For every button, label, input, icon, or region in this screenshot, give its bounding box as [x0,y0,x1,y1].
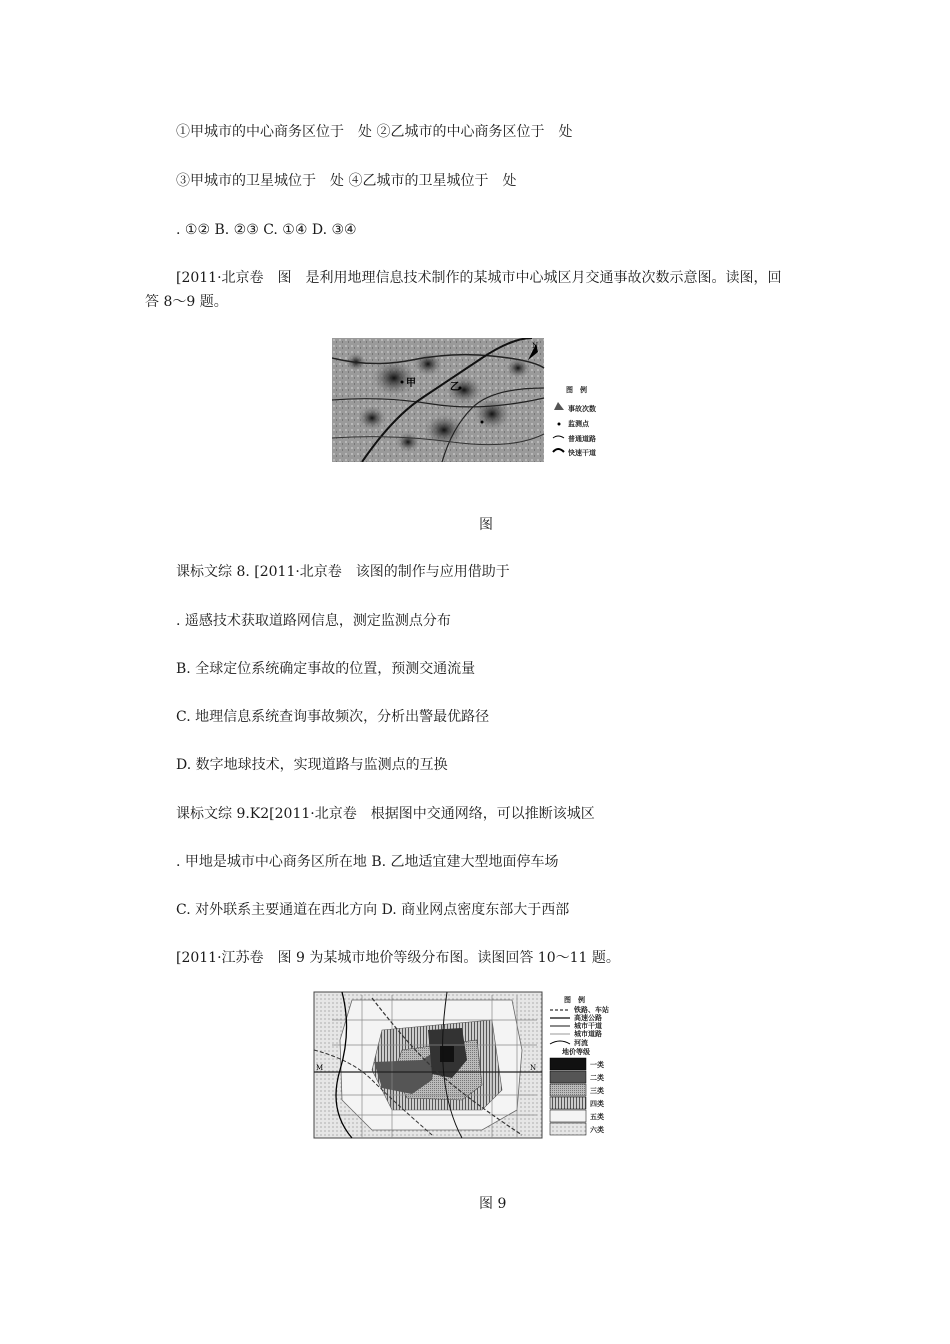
question-8-option-d: D. 数字地球技术，实现道路与监测点的互换 [176,757,448,773]
question-8: 课标文综 8. [2011·北京卷 该图的制作与应用借助于 [176,564,510,580]
question-8-option-c: C. 地理信息系统查询事故频次，分析出警最优路径 [176,709,490,725]
grade-1-swatch [550,1058,586,1070]
land-grade-subtitle: 地价等级 [562,1048,590,1056]
label-n: N [530,1064,537,1072]
svg-text:一类: 一类 [590,1061,604,1069]
question-intro-1: [2011·北京卷 图 是利用地理信息技术制作的某城市中心城区月交通事故次数示意图。读图，回 [176,270,782,286]
city-map [314,992,542,1138]
svg-text:三类: 三类 [590,1087,604,1095]
grade-2-swatch [550,1071,586,1083]
map-terrain [332,338,544,462]
svg-text:快速干道: 快速干道 [568,449,596,457]
figure-caption-9: 图 9 [479,1196,507,1212]
svg-text:五类: 五类 [590,1113,604,1121]
option-line-2: ③甲城市的卫星城位于 处 ④乙城市的卫星城位于 处 [176,173,517,189]
svg-text:事故次数: 事故次数 [568,405,596,413]
figure-caption-1: 图 [479,517,493,533]
svg-text:六类: 六类 [590,1126,604,1134]
svg-text:普通道路: 普通道路 [568,435,596,443]
accident-count-icon [554,402,564,410]
fig1-legend [553,385,596,457]
svg-text:铁路、车站: 铁路、车站 [574,1006,609,1014]
grade-4-swatch [550,1097,586,1109]
question-intro-1-cont: 答 8～9 题。 [145,294,228,310]
river-icon [550,1041,570,1044]
label-yi: 乙 [450,382,460,393]
question-9: 课标文综 9.K2[2011·北京卷 根据图中交通网络，可以推断该城区 [176,806,595,822]
svg-text:城市干道: 城市干道 [574,1022,602,1030]
grade-3-swatch [550,1084,586,1096]
land-price-map-figure [312,990,622,1140]
svg-text:四类: 四类 [590,1100,604,1108]
fig2-legend [550,995,609,1135]
label-jia: 甲 [406,378,416,389]
answer-choices: . ①② B. ②③ C. ①④ D. ③④ [176,222,357,238]
fig2-legend-title: 图 例 [564,996,585,1004]
expressway-icon [553,449,564,452]
question-9-options-cd: C. 对外联系主要通道在西北方向 D. 商业网点密度东部大于西部 [176,902,570,918]
svg-text:城市道路: 城市道路 [574,1030,602,1038]
svg-text:监测点: 监测点 [568,420,589,428]
road-icon [553,436,564,438]
question-8-option-a: . 遥感技术获取道路网信息，测定监测点分布 [176,613,451,629]
svg-text:河流: 河流 [574,1039,588,1047]
accident-map-figure [332,338,616,462]
svg-text:N: N [532,342,539,350]
question-9-options-ab: . 甲地是城市中心商务区所在地 B. 乙地适宜建大型地面停车场 [176,854,559,870]
grade-6-swatch [550,1123,586,1135]
option-line-1: ①甲城市的中心商务区位于 处 ②乙城市的中心商务区位于 处 [176,124,573,140]
label-m: M [316,1064,324,1072]
question-10-intro: [2011·江苏卷 图 9 为某城市地价等级分布图。读图回答 10～11 题。 [176,950,620,966]
svg-text:高速公路: 高速公路 [574,1014,602,1022]
grade-5-swatch [550,1110,586,1122]
svg-text:二类: 二类 [590,1074,604,1082]
fig1-legend-title: 图 例 [566,386,587,394]
question-8-option-b: B. 全球定位系统确定事故的位置，预测交通流量 [176,661,476,677]
monitor-point-icon [558,423,561,426]
